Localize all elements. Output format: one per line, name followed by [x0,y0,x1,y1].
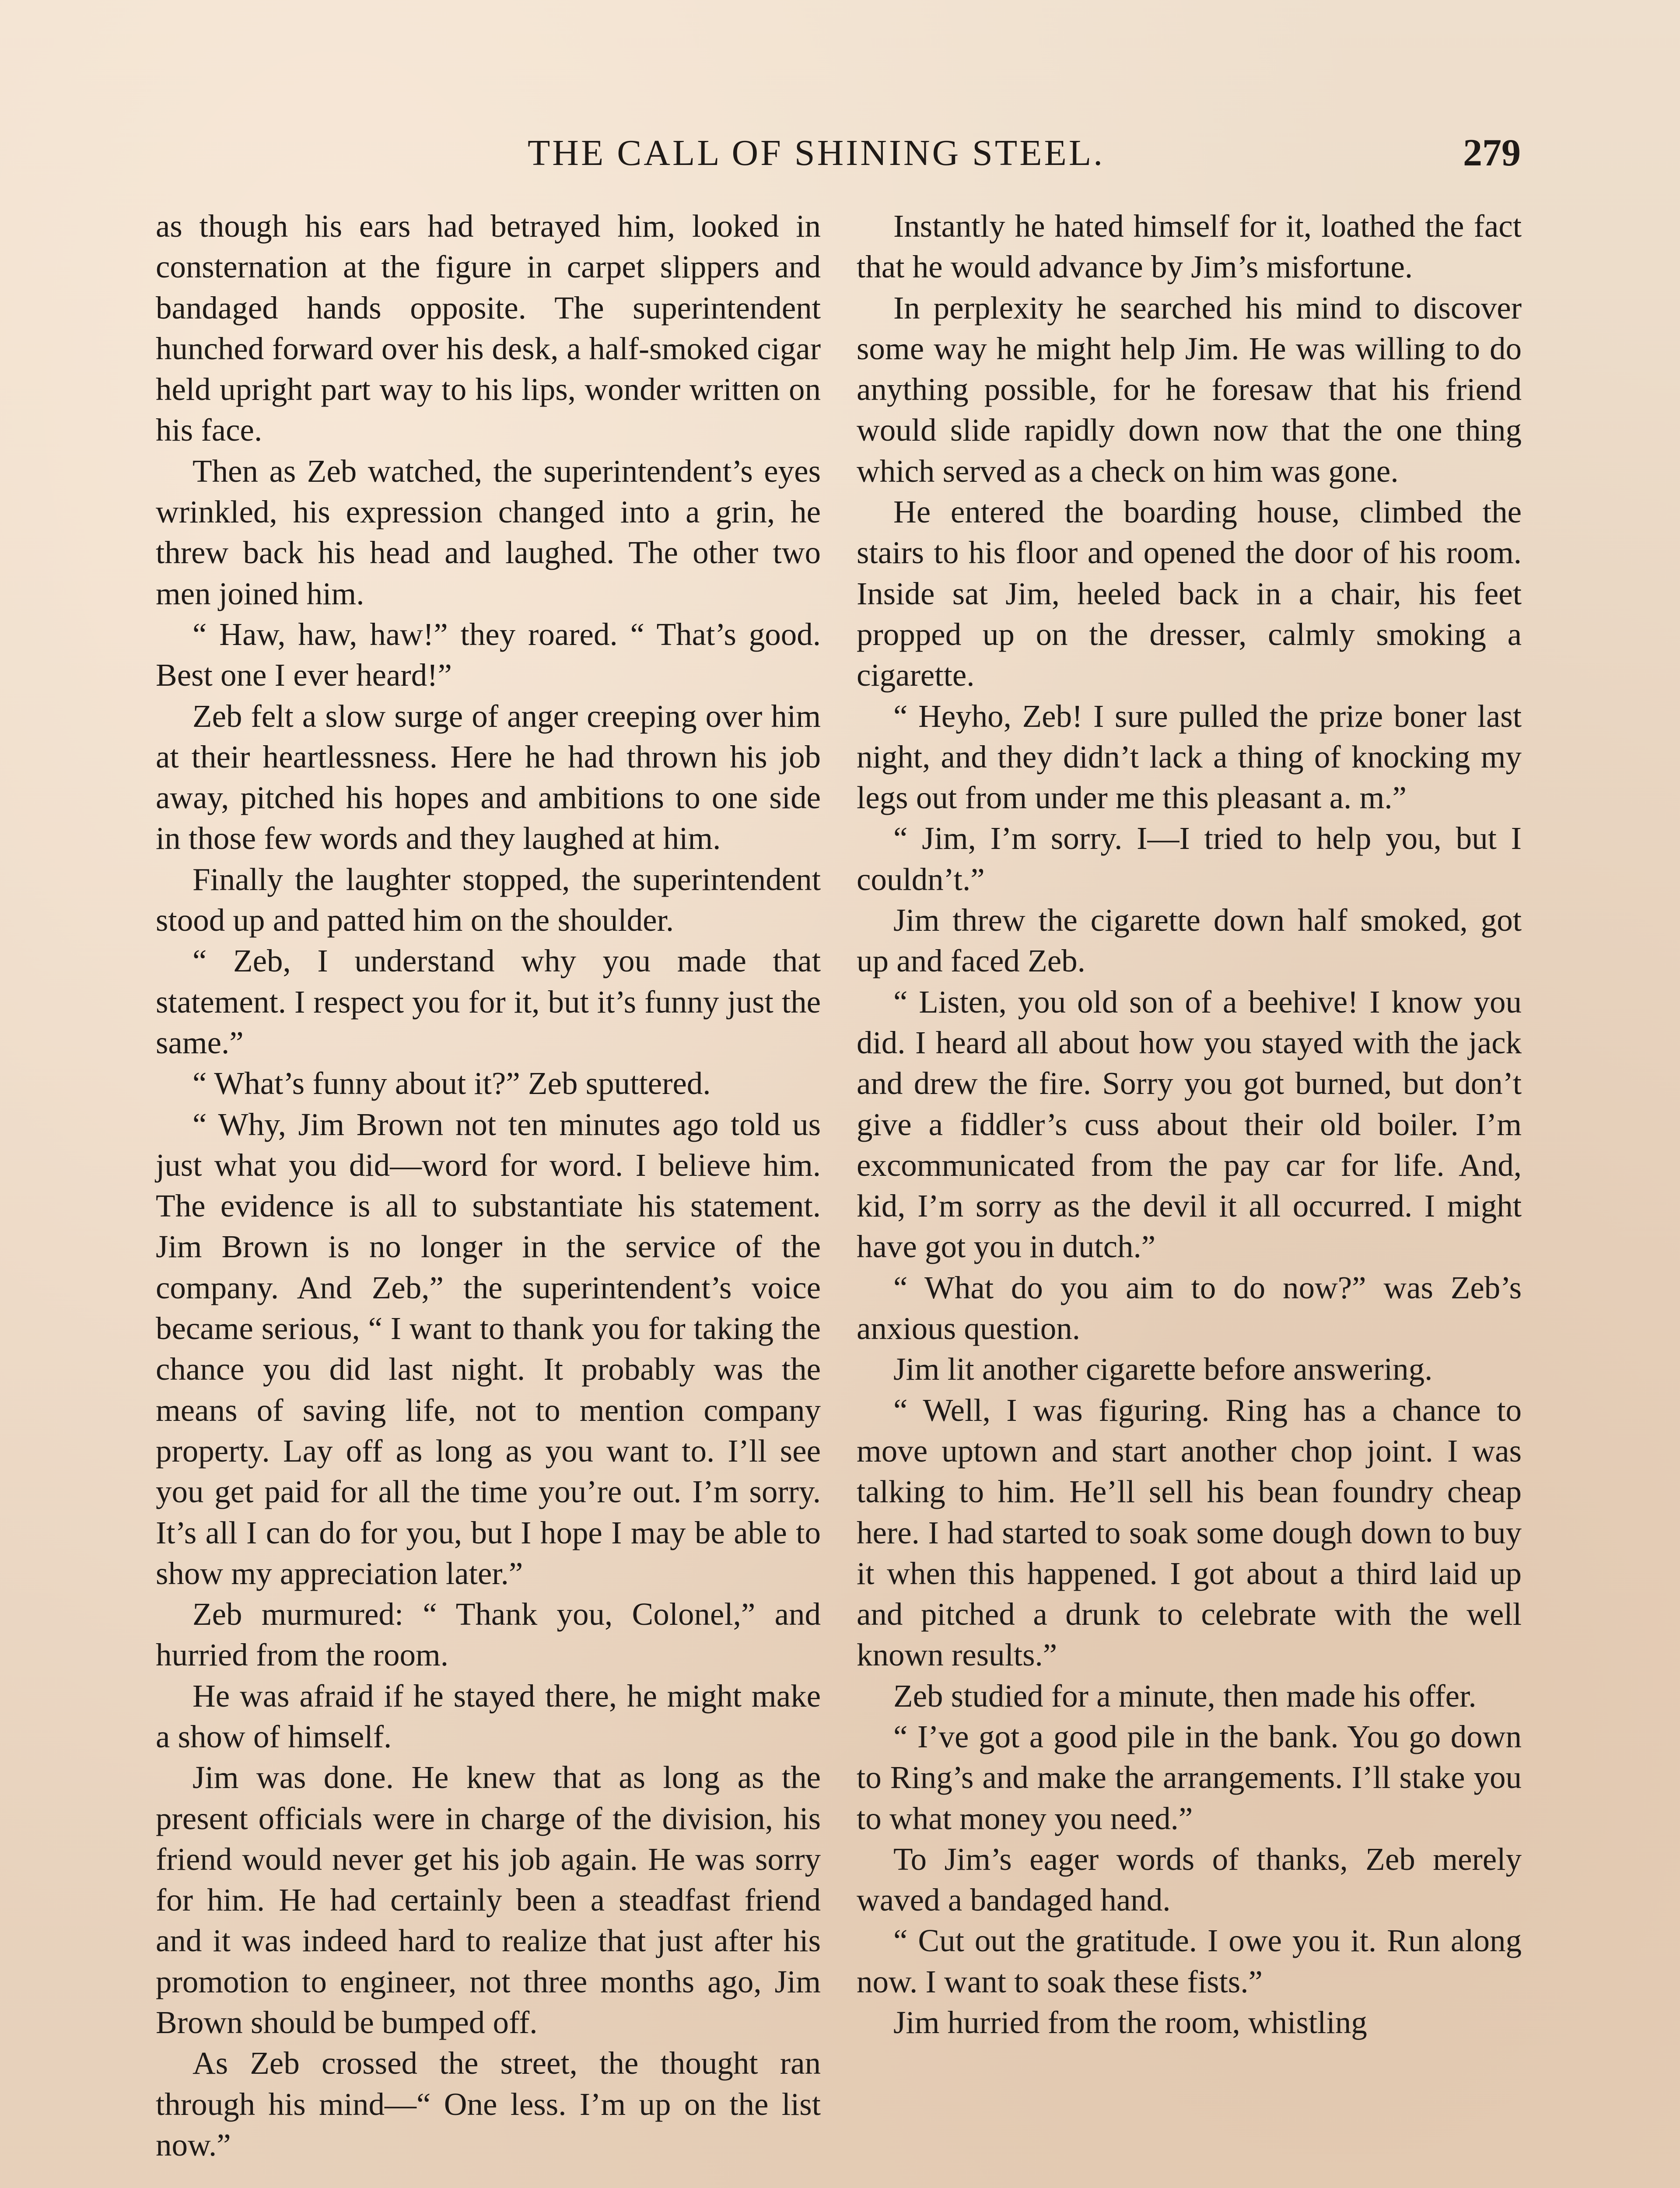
paragraph: “ Haw, haw, haw!” they roared. “ That’s good. Best one I ever heard!” [156,616,821,693]
paragraph: Zeb studied for a minute, then made his offer. [893,1678,1477,1714]
paragraph: He entered the boarding house, climbed the stairs to his floor and opened the door of his room. Inside sat Jim, heeled back in a chair, his feet propped up on the dresser, calmly smoking a cigarette. [857,494,1522,693]
paragraph: Zeb felt a slow surge of anger creeping over him at their heartlessness. Here he had thrown his job away, pitched his hopes and ambitions to one side in those few words and they laughed at him. [156,698,821,856]
text-column-right [857,206,1522,2043]
paragraph: Instantly he hated himself for it, loathed the fact that he would advance by Jim’s misfortune. [857,208,1522,285]
paragraph: Jim hurried from the room, whistling [893,2005,1367,2041]
paragraph: Finally the laughter stopped, the superintendent stood up and patted him on the shoulder. [156,861,821,938]
paragraph: “ Zeb, I understand why you made that statement. I respect you for it, but it’s funny just the same.” [156,943,821,1060]
paragraph: As Zeb crossed the street, the thought ran through his mind—“ One less. I’m up on the list now.” [156,2045,821,2163]
paragraph: “ I’ve got a good pile in the bank. You go down to Ring’s and make the arrangements. I’ll stake you to what money you need.” [857,1718,1522,1836]
paragraph: “ Jim, I’m sorry. I—I tried to help you, but I couldn’t.” [857,820,1522,897]
page-number: 279 [1463,132,1521,174]
paragraph: He was afraid if he stayed there, he might make a show of himself. [156,1678,821,1754]
paragraph: “ Listen, you old son of a beehive! I know you did. I heard all about how you stayed with the jack and drew the fire. Sorry you got burned, but don’t give a fiddler’s cuss about their old boiler. I’m excommunicated from the pay car for life. And, kid, I’m sorry as the devil it all occurred. I might have got you in dutch.” [857,984,1522,1265]
paragraph: “ Why, Jim Brown not ten minutes ago told us just what you did—word for word. I believe him. The evidence is all to substantiate his statement. Jim Brown is no longer in the service of the company. And Zeb,” the superintendent’s voice became serious, “ I want to thank you for taking the chance you did last night. It probably was the means of saving life, not to mention company property. Lay off as long as you want to. I’ll see you get paid for all the time you’re out. I’m sorry. It’s all I can do for you, but I hope I may be able to show my appreciation later.” [156,1106,821,1591]
paragraph: Jim lit another cigarette before answering. [893,1351,1433,1387]
page-header [156,123,1521,184]
paragraph: Then as Zeb watched, the superintendent’s eyes wrinkled, his expression changed into a grin, he threw back his head and laughed. The other two men joined him. [156,453,821,611]
paragraph: “ What do you aim to do now?” was Zeb’s anxious question. [857,1269,1522,1346]
paragraph: “ Cut out the gratitude. I owe you it. Run along now. I want to soak these fists.” [857,1923,1522,1999]
paragraph: as though his ears had betrayed him, looked in consternation at the figure in carpet slippers and bandaged hands opposite. The superintendent hunched forward over his desk, a half-smoked cigar held upright part way to his lips, wonder written on his face. [156,208,821,448]
paragraph: “ Heyho, Zeb! I sure pulled the prize boner last night, and they didn’t lack a thing of knocking my legs out from under me this pleasant a. m.” [857,698,1522,816]
running-title: THE CALL OF SHINING STEEL. [528,133,1105,173]
paragraph: Jim was done. He knew that as long as the present officials were in charge of the division, his friend would never get his job again. He was sorry for him. He had certainly been a steadfast friend and it was indeed hard to realize that just after his promotion to engineer, not three months ago, Jim Brown should be bumped off. [156,1760,821,2041]
text-column-left [156,206,821,2165]
paragraph: To Jim’s eager words of thanks, Zeb merely waved a bandaged hand. [857,1841,1522,1918]
paragraph: Zeb murmured: “ Thank you, Colonel,” and hurried from the room. [156,1596,821,1673]
paragraph: Jim threw the cigarette down half smoked, got up and faced Zeb. [857,902,1522,979]
paragraph: In perplexity he searched his mind to discover some way he might help Jim. He was willing to do anything possible, for he foresaw that his friend would slide rapidly down now that the one thing which served as a check on him was gone. [857,290,1522,489]
paragraph: “ What’s funny about it?” Zeb sputtered. [192,1066,711,1101]
paragraph: “ Well, I was figuring. Ring has a chance to move uptown and start another chop joint. I was talking to him. He’ll sell his bean foundry cheap here. I had started to soak some dough down to buy it when this happened. I got about a third laid up and pitched a drunk to celebrate with the well known results.” [857,1392,1522,1673]
